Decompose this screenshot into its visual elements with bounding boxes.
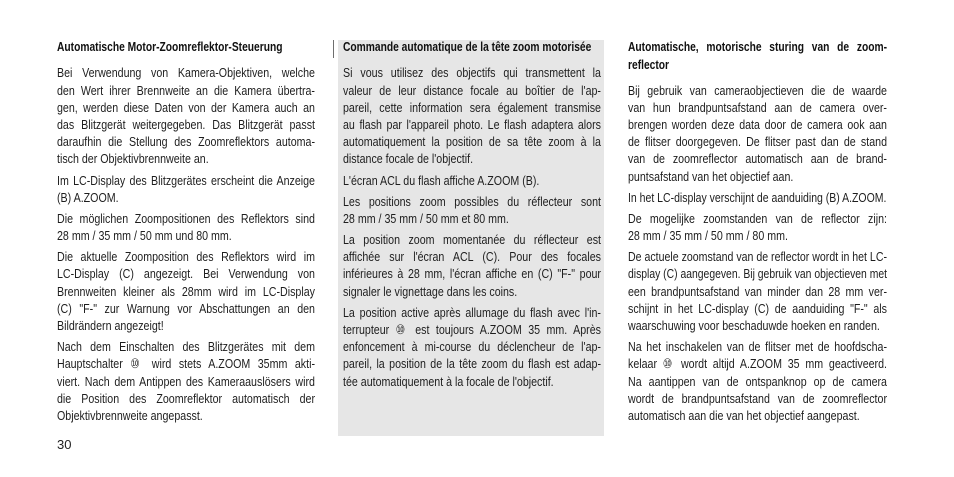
paragraph	[628, 189, 887, 206]
paragraph	[343, 64, 601, 167]
text-line: tée automatiquement à la focale de l'objectif.	[343, 373, 554, 389]
column-rule	[333, 40, 334, 58]
text-line: LC-Display (C) angezeigt. Bei Verwendung von	[57, 266, 315, 282]
french-column	[343, 39, 601, 393]
heading-line: reflector	[628, 57, 670, 72]
text-line: pareil, la position de la tête zoom du flash est adap-	[343, 356, 601, 372]
page-number: 30	[57, 436, 72, 452]
text-line: Na het inschakelen van de flitser met de hoofdscha-	[628, 339, 887, 355]
text-line: automatisch aan die van het objectief aangepast.	[628, 407, 860, 423]
text-line: 28 mm / 35 mm / 50 mm und 80 mm.	[57, 228, 232, 244]
text-line: inférieures à 28 mm, l'écran affiche en (C) "F-" pour	[343, 266, 601, 282]
text-line: puntsafstand van het objectief aan.	[628, 168, 794, 184]
text-line: Brennweiten kleiner als 28mm wird im LC-Display	[57, 283, 315, 299]
text-line: valeur de leur distance focale au boîtier de l'ap-	[343, 82, 601, 98]
section-heading	[57, 39, 315, 56]
paragraph	[57, 172, 315, 206]
text-line: Na aantippen van de ontspanknop op de camera	[628, 373, 887, 389]
text-line: Bei Verwendung von Kamera-Objektiven, welche	[57, 65, 315, 81]
text-line: (B) A.ZOOM.	[57, 189, 119, 205]
text-line: den Wert ihrer Brennweite an die Kamera übertra-	[57, 82, 315, 98]
text-line: kelaar ⑩ wordt altijd A.ZOOM 35 mm geactiveerd.	[628, 356, 887, 372]
paragraph	[343, 304, 601, 390]
paragraph	[628, 338, 887, 424]
text-line: (C) "F-" zur Warnung vor Abschattungen an den	[57, 300, 315, 316]
text-line: Objektivbrennweite angepasst.	[57, 407, 203, 423]
text-line: automatiquement la position de sa tête zoom à la	[343, 134, 601, 150]
heading-line: Commande automatique de la tête zoom motorisée	[343, 40, 592, 55]
text-line: 28 mm / 35 mm / 50 mm / 80 mm.	[628, 228, 788, 244]
text-line: Im LC-Display des Blitzgerätes erscheint die Anzeige	[57, 172, 315, 188]
heading-line: Automatische, motorische sturing van de zoom-	[628, 40, 887, 55]
text-line: terrupteur ⑩ est toujours A.ZOOM 35 mm. Après	[343, 322, 601, 337]
paragraph	[343, 231, 601, 300]
text-line: van de zoomreflector automatisch aan de brand-	[628, 151, 887, 167]
paragraph	[57, 338, 315, 424]
text-line: gen, werden diese Daten von der Kamera auch an	[57, 99, 315, 115]
text-line: signaler le vignettage dans les coins.	[343, 283, 518, 299]
text-line: brengen worden deze data door de camera ook aan	[628, 116, 887, 132]
heading-line: Automatische Motor-Zoomreflektor-Steuerung	[57, 40, 283, 55]
text-line: Die aktuelle Zoomposition des Reflektors wird im	[57, 249, 315, 265]
german-column	[57, 39, 315, 428]
paragraph	[57, 248, 315, 334]
paragraph	[57, 64, 315, 167]
text-line: viert. Nach dem Antippen des Kameraauslösers wird	[57, 373, 315, 389]
text-line: enfoncement à mi-course du déclencheur de l'ap-	[343, 339, 601, 355]
dutch-column	[628, 39, 887, 428]
text-line: das Blitzgerät weitergegeben. Das Blitzgerät passt	[57, 116, 315, 132]
text-line: Nach dem Einschalten des Blitzgerätes mit dem	[57, 339, 315, 355]
text-line: De mogelijke zoomstanden van de reflector zijn:	[628, 210, 887, 226]
paragraph	[343, 172, 601, 189]
text-line: wordt de brandpuntsafstand van de zoomreflector	[628, 390, 887, 406]
text-line: waarschuwing voor beschaduwde hoeken en randen.	[628, 318, 880, 333]
text-line: distance focale de l'objectif.	[343, 151, 474, 167]
text-line: Si vous utilisez des objectifs qui transmettent la	[343, 65, 601, 81]
text-line: Bildrändern angezeigt!	[57, 318, 164, 333]
text-line: daraufhin die Stellung des Zoomreflektors automa-	[57, 134, 315, 150]
text-line: De actuele zoomstand van de reflector wordt in het LC-	[628, 249, 888, 265]
paragraph	[343, 193, 601, 227]
text-line: au flash par l'appareil photo. Le flash adaptera alors	[343, 116, 601, 132]
paragraph	[628, 210, 887, 244]
text-line: de flitser doorgegeven. De flitser past dan de stand	[628, 134, 887, 150]
text-line: pareil, cette information sera également transmise	[343, 99, 601, 115]
text-line: een brandpuntsafstand van minder dan 28 mm ver-	[628, 283, 887, 299]
text-line: affichée sur l'écran ACL (C). Pour des focales	[343, 249, 601, 265]
text-line: La position active après allumage du flash avec l'in-	[343, 304, 601, 320]
section-heading	[343, 39, 601, 56]
paragraph	[628, 82, 887, 185]
paragraph	[57, 210, 315, 244]
text-line: Hauptschalter ⑩ wird stets A.ZOOM 35mm akti-	[57, 356, 315, 372]
text-line: L'écran ACL du flash affiche A.ZOOM (B).	[343, 172, 540, 188]
text-line: display (C) aangegeven. Bij gebruik van objectieven met	[628, 266, 888, 282]
text-line: tisch der Objektivbrennweite an.	[57, 151, 209, 167]
text-line: van hun brandpuntsafstand aan de camera over-	[628, 99, 887, 115]
text-line: In het LC-display verschijnt de aanduiding (B) A.ZOOM.	[628, 189, 887, 205]
text-line: 28 mm / 35 mm / 50 mm et 80 mm.	[343, 210, 509, 226]
text-line: die Position des Zoomreflektor automatisch der	[57, 390, 315, 406]
text-line: Les positions zoom possibles du réflecteur sont	[343, 193, 601, 209]
text-line: Die möglichen Zoompositionen des Reflektors sind	[57, 210, 315, 226]
text-line: schijnt in het LC-display (C) de aanduiding "F-" als	[628, 300, 887, 316]
text-line: La position zoom momentanée du réflecteur est	[343, 232, 601, 248]
paragraph	[628, 248, 887, 334]
text-line: Bij gebruik van cameraobjectieven die de waarde	[628, 82, 887, 98]
section-heading	[628, 39, 887, 73]
